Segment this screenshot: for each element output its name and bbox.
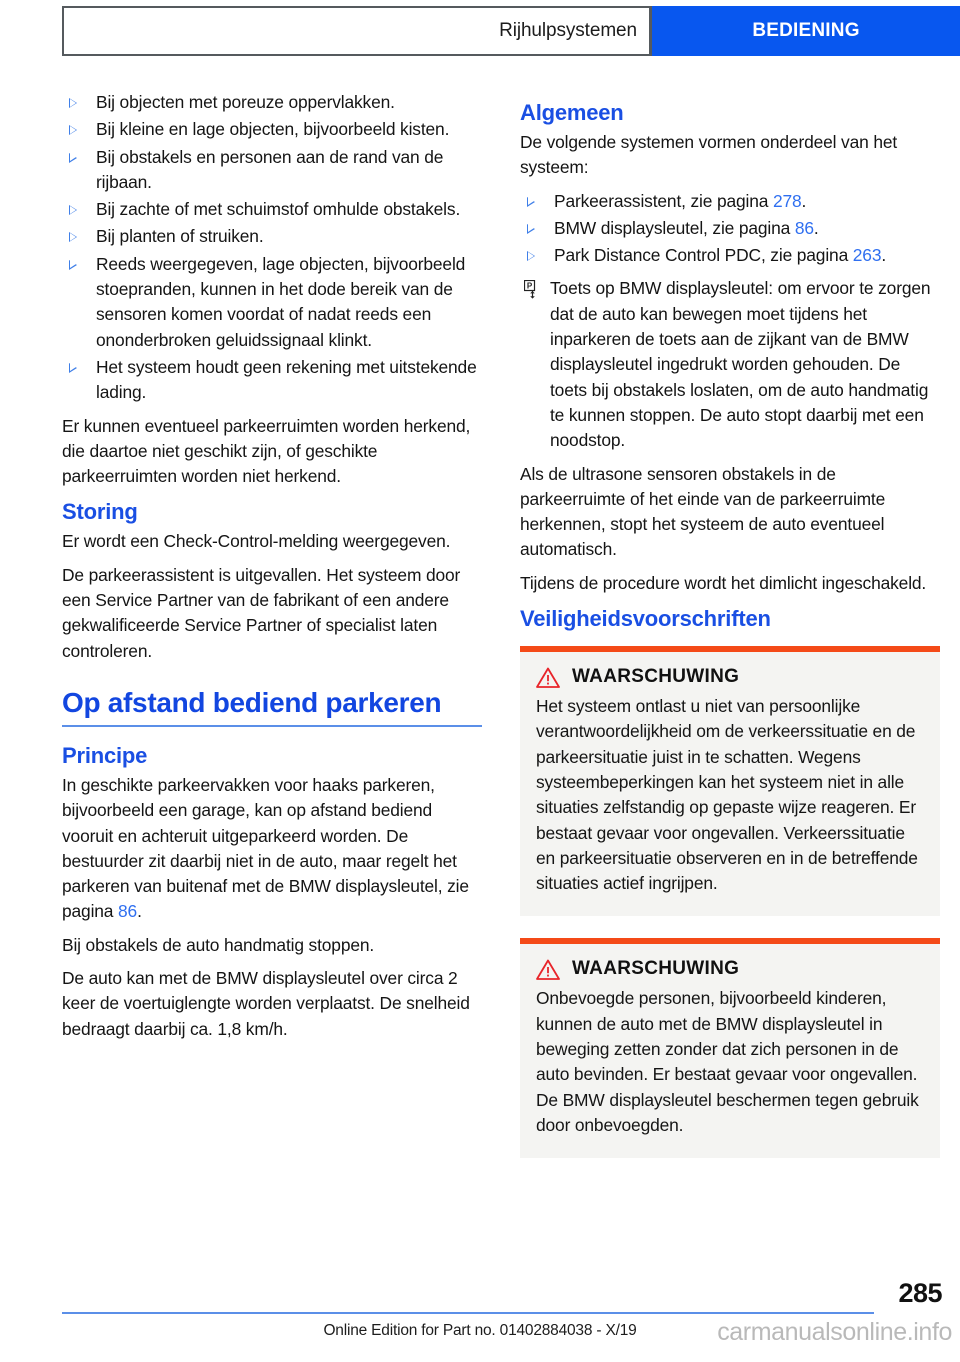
note-text: Toets op BMW displaysleutel: om ervoor te zorgen dat de auto kan bewegen moet tijdens het inparkeren de toets aan de zijkant van de BMW displaysleutel ingedrukt worden gehouden. De toets bij obstakels loslaten, om de auto handmatig te kunnen stoppen. De auto stopt daarbij met een noodstop. [550,278,931,451]
page-reference-link[interactable]: 278 [772,190,802,211]
warning-header [536,666,924,688]
warning-text: Onbevoegde personen, bijvoorbeeld kinderen, kunnen de auto met de BMW displaysleutel in beweging zetten zonder dat zich personen in de auto bevinden. Er bestaat gevaar voor ongevallen. De BMW displaysleutel beschermen tegen gebruik door onbevoegden. [536,988,919,1135]
principe-text-after: . [137,901,142,922]
page-number: 285 [898,1278,942,1308]
warning-text: Het systeem ontlast u niet van persoonlijke verantwoordelijkheid om de verkeerssituatie en de parkeersituatie juist in te schatten. Wegens systeembeperkingen kan het systeem niet in alle situaties zelfstandig op gepaste wijze reageren. Er bestaat gevaar voor ongevallen. Verkeerssituatie en parkeersituatie observeren en in de betreffende situaties actief ingrijpen. [536,696,918,894]
paragraph-storing-2: De parkeerassistent is uitgevallen. Het systeem door een Service Partner van de fabrikant of een andere gekwalificeerde Service Partner of specialist laten controleren. [62,564,461,661]
triangle-bullet-icon [69,232,77,242]
list-item-text-after: . [801,190,807,211]
triangle-bullet-icon [69,260,77,270]
list-item-text: Bij obstakels en personen aan de rand van de rijbaan. [96,146,444,192]
list-item [62,252,482,353]
warning-title: WAARSCHUWING [572,666,740,688]
list-item-text: Bij objecten met poreuze oppervlakken. [96,92,395,112]
paragraph-ultrasone: Als de ultrasone sensoren obstakels in de parkeerruimte of het einde van de parkeerruimte herkennen, stopt het systeem de auto eventueel automatisch. [520,463,886,560]
title-divider [62,725,482,727]
systems-bullet-list [520,189,940,269]
parking-key-icon [524,280,539,299]
list-item [520,216,940,241]
page-footer [0,1270,960,1362]
list-item-text: Bij planten of struiken. [96,226,264,247]
note-parking-key [520,276,940,453]
list-item [520,243,940,268]
paragraph-principe-2: Bij obstakels de auto handmatig stoppen. [62,934,375,955]
paragraph-parkeerruimten: Er kunnen eventueel parkeerruimten worden herkend, die daartoe niet geschikt zijn, of geschikte parkeerruimten worden niet herkend. [62,415,471,487]
paragraph-principe-3: De auto kan met de BMW displaysleutel over circa 2 keer de voertuiglengte worden verplaatst. De snelheid bedraagt daarbij ca. 1,8 km/h. [62,968,470,1039]
edition-notice: Online Edition for Part no. 01402884038 - X/19 [323,1322,637,1339]
page-title: Op afstand bediend parkeren [62,686,442,718]
footer-divider [62,1312,874,1314]
list-item-text-before: BMW displaysleutel, zie pagina [554,217,795,238]
principe-text-before: In geschikte parkeervakken voor haaks parkeren, bijvoorbeeld een garage, kan op afstand bediend vooruit en achteruit uitgeparkeerd worden. De bestuurder zit daarbij niet in de auto, maar regelt het parkeren van buitenaf met de BMW displaysleutel, zie pagina [62,774,469,922]
heading-principe: Principe [62,742,148,768]
header-chapter-title: Rijhulpsystemen [62,6,652,56]
list-item-text: Reeds weergegeven, lage objecten, bijvoorbeeld stoepranden, kunnen in het dode bereik van de sensoren komen voordat of nadat reeds een ononderbroken geluidssignaal klinkt. [96,253,466,350]
triangle-bullet-icon [527,224,535,234]
triangle-bullet-icon [69,205,77,215]
list-item-text-before: Park Distance Control PDC, zie pagina [554,245,853,266]
list-item-text-before: Parkeerassistent, zie pagina [554,190,773,211]
page-reference-link[interactable]: 86 [794,217,814,238]
list-item-text: Het systeem houdt geen rekening met uitstekende lading. [96,356,477,403]
heading-veiligheidsvoorschriften: Veiligheidsvoorschriften [520,606,771,632]
site-watermark: carmanualsonline.info [717,1318,952,1346]
list-item-text: Bij kleine en lage objecten, bijvoorbeeld kisten. [96,119,450,140]
page-reference-link[interactable]: 263 [852,245,882,266]
triangle-bullet-icon [69,363,77,373]
page-reference-link[interactable]: 86 [118,901,138,922]
list-item-text-after: . [813,217,819,238]
triangle-bullet-icon [527,251,535,261]
list-item [62,224,482,249]
limitations-bullet-list [62,90,482,406]
triangle-bullet-icon [527,197,535,207]
paragraph-principe-1 [62,773,482,925]
heading-storing: Storing [62,499,138,525]
left-column [62,90,482,1270]
right-column [520,90,940,1270]
heading-algemeen: Algemeen [520,100,624,125]
header-section-tab: BEDIENING [652,6,960,56]
paragraph-algemeen-intro: De volgende systemen vormen onderdeel van het systeem: [520,132,898,178]
page-header [62,6,960,56]
warning-box [520,646,940,916]
triangle-bullet-icon [69,125,77,135]
list-item [62,355,482,406]
triangle-bullet-icon [69,98,77,108]
list-item-text-after: . [881,245,887,266]
warning-triangle-icon [536,959,560,980]
triangle-bullet-icon [69,153,77,163]
list-item-text: Bij zachte of met schuimstof omhulde obstakels. [96,199,461,220]
list-item [62,145,482,196]
warning-header [536,958,924,980]
svg-text:P: P [526,282,533,292]
list-item [62,197,482,222]
paragraph-storing-1: Er wordt een Check-Control-melding weergegeven. [62,531,451,552]
warning-triangle-icon [536,667,560,688]
warning-title: WAARSCHUWING [572,958,740,980]
paragraph-dimlicht: Tijdens de procedure wordt het dimlicht ingeschakeld. [520,572,927,593]
list-item [62,90,482,115]
list-item [62,117,482,142]
warning-box [520,938,940,1158]
list-item [520,189,940,214]
content-columns [62,90,940,1270]
